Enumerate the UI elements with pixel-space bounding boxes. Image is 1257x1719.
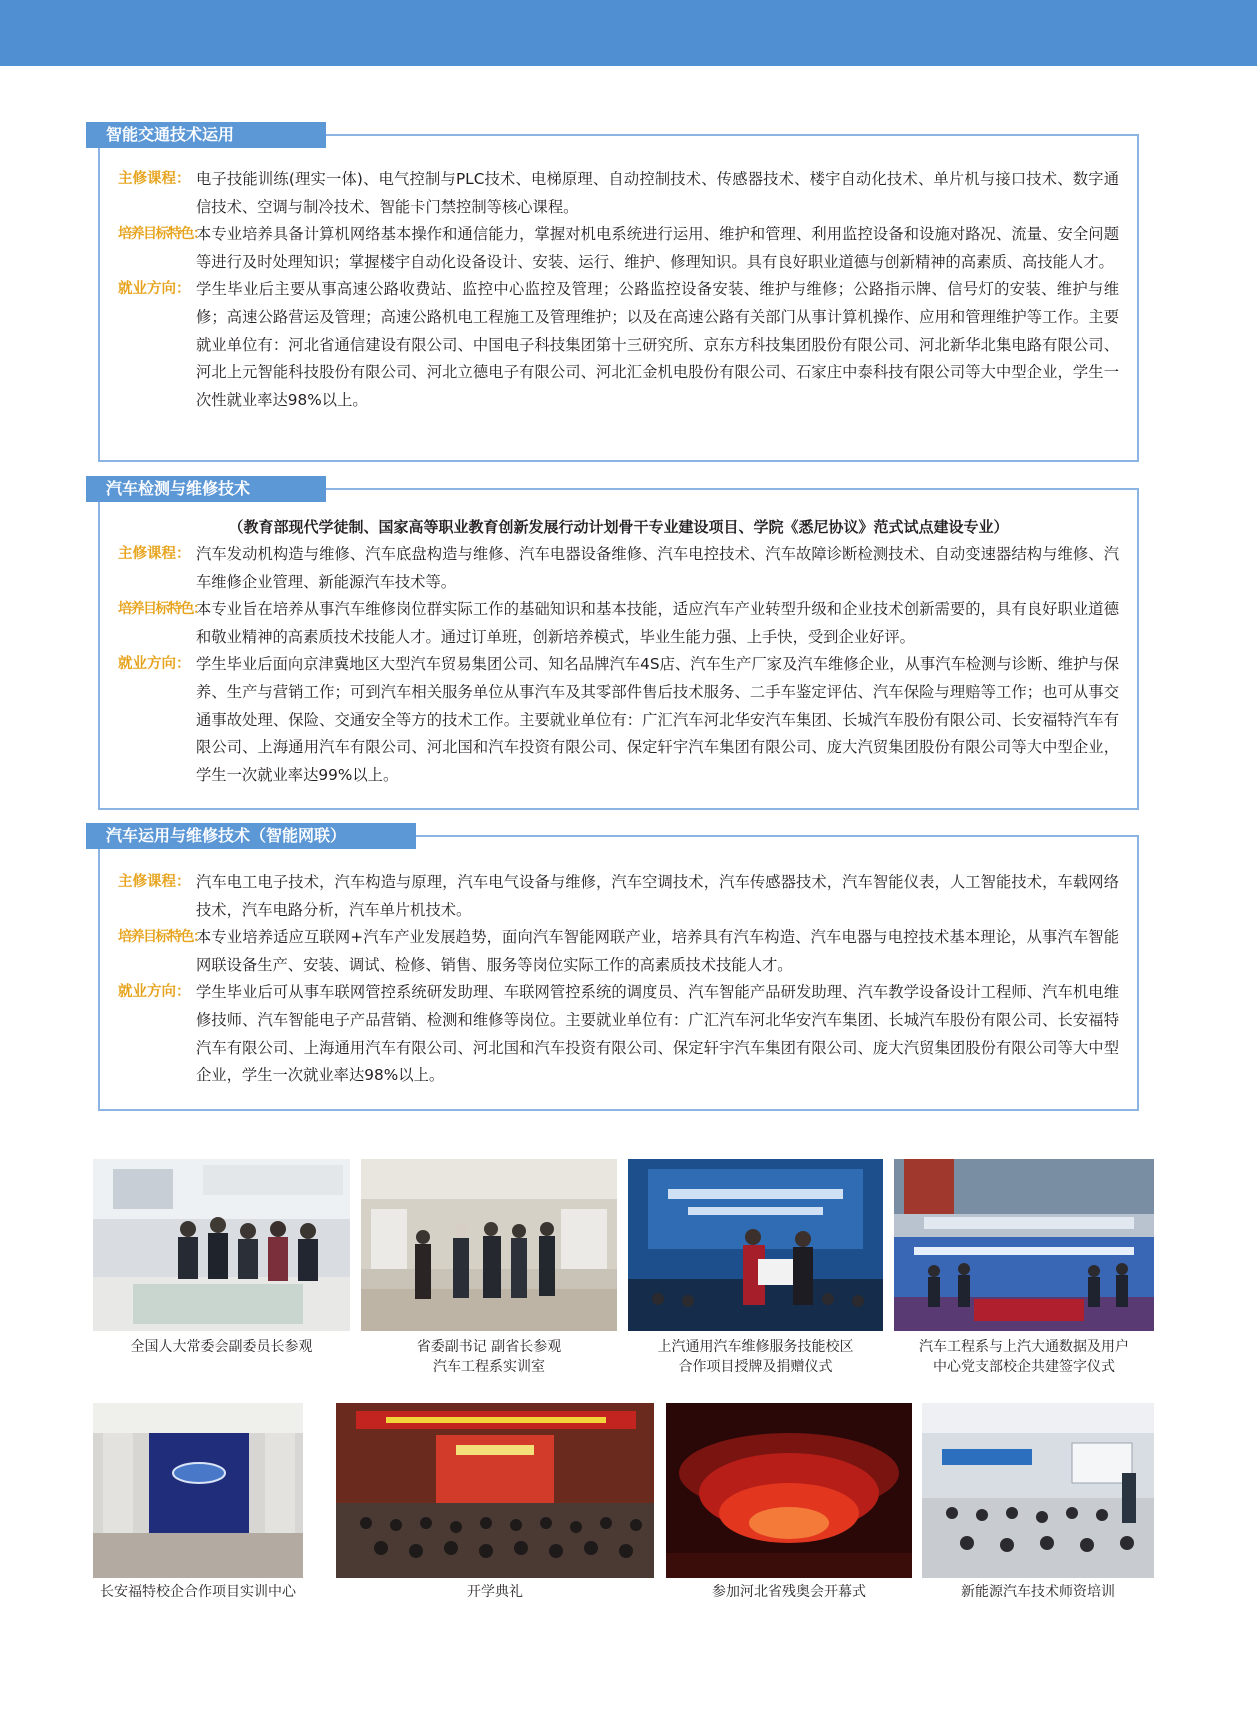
entry-label: 培养目标特色： — [118, 929, 206, 946]
entry-text: 汽车电工电子技术，汽车构造与原理，汽车电气设备与维修，汽车空调技术，汽车传感器技术，汽车智能仪表，人工智能技术，车载网络技术，汽车电路分析，汽车单片机技术。 — [196, 873, 1119, 919]
entry-text: 学生毕业后主要从事高速公路收费站、监控中心监控及管理；公路监控设备安装、维护与维修；公路指示牌、信号灯的安装、维护与维修；高速公路营运及管理；高速公路机电工程施工及管理维护；以及在高速公路有关部门从事计算机操作、应用和管理维护等工作。主要就业单位有：河北省通信建设有限公司、中国电子科技集团第十三研究所、京东方科技集团股份有限公司、河北新华北集电路有限公司、河北上元智能科技股份有限公司、河北立德电子有限公司、河北汇金机电股份有限公司、石家庄中泰科技有限公司等大中型企业，学生一次性就业率达98%以上。 — [196, 280, 1119, 409]
section-auto-intelligent — [98, 826, 1139, 1111]
entry-label: 就业方向： — [118, 281, 191, 298]
entry-text: 汽车发动机构造与维修、汽车底盘构造与维修、汽车电器设备维修、汽车电控技术、汽车故障诊断检测技术、自动变速器结构与维修、汽车维修企业管理、新能源汽车技术等。 — [196, 545, 1119, 591]
entry-courses — [118, 869, 1119, 924]
entry-label: 培养目标特色： — [118, 226, 206, 243]
entry-label: 主修课程： — [118, 171, 191, 187]
photo-ev-teacher-training — [922, 1403, 1154, 1578]
entry-courses — [118, 166, 1119, 221]
photo-caption: 长安福特校企合作项目实训中心 — [100, 1584, 296, 1600]
photo-caption: 汽车工程系与上汽大通数据及用户 中心党支部校企共建签字仪式 — [919, 1339, 1129, 1375]
top-color-band — [0, 0, 1257, 66]
entry-label: 主修课程： — [118, 546, 191, 562]
entry-text: 本专业培养适应互联网+汽车产业发展趋势，面向汽车智能网联产业，培养具有汽车构造、汽车电器与电控技术基本理论，从事汽车智能网联设备生产、安装、调试、检修、销售、服务等岗位实际工作的高素质技术技能人才。 — [196, 928, 1119, 974]
photo-ford-training-center — [93, 1403, 303, 1578]
photo-paralympics-opening — [666, 1403, 912, 1578]
entry-employment — [118, 651, 1119, 789]
entry-employment — [118, 979, 1119, 1089]
section-title-tab: 智能交通技术运用 — [86, 122, 326, 148]
section-intelligent-traffic — [98, 125, 1139, 462]
section-title-tab: 汽车检测与维修技术 — [86, 476, 326, 502]
photo-deputy-secretary-visit — [361, 1159, 617, 1331]
photo-caption: 开学典礼 — [467, 1584, 523, 1600]
photo-caption: 参加河北省残奥会开幕式 — [712, 1584, 866, 1600]
entry-label: 就业方向： — [118, 656, 191, 673]
entry-text: 学生毕业后面向京津冀地区大型汽车贸易集团公司、知名品牌汽车4S店、汽车生产厂家及汽车维修企业，从事汽车检测与诊断、维护与保养、生产与营销工作；可到汽车相关服务单位从事汽车及其零部件售后技术服务、二手车鉴定评估、汽车保险与理赔等工作；也可从事交通事故处理、保险、交通安全等方的技术工作。主要就业单位有：广汇汽车河北华安汽车集团、长城汽车股份有限公司、长安福特汽车有限公司、上海通用汽车有限公司、河北国和汽车投资有限公司、保定轩宇汽车集团有限公司、庞大汽贸集团股份有限公司等大中型企业，学生一次就业率达99%以上。 — [196, 655, 1119, 784]
section-title-tab: 汽车运用与维修技术（智能网联） — [86, 823, 416, 849]
photo-caption: 省委副书记 副省长参观 汽车工程系实训室 — [416, 1339, 562, 1375]
entry-text: 电子技能训练(理实一体)、电气控制与PLC技术、电梯原理、自动控制技术、传感器技术、楼宇自动化技术、单片机与接口技术、数字通信技术、空调与制冷技术、智能卡门禁控制等核心课程。 — [196, 170, 1119, 216]
entry-text: 本专业培养具备计算机网络基本操作和通信能力，掌握对机电系统进行运用、维护和管理、利用监控设备和设施对路况、流量、安全问题等进行及时处理知识；掌握楼宇自动化设备设计、安装、运行、维护、修理知识。具有良好职业道德与创新精神的高素质、高技能人才。 — [196, 225, 1119, 271]
photo-caption: 新能源汽车技术师资培训 — [961, 1584, 1115, 1600]
section-subtitle: （教育部现代学徒制、国家高等职业教育创新发展行动计划骨干专业建设项目、学院《悉尼协议》范式试点建设专业） — [228, 518, 1009, 536]
photo-caption: 上汽通用汽车维修服务技能校区 合作项目授牌及捐赠仪式 — [657, 1339, 854, 1375]
entry-goals — [118, 924, 1119, 979]
entry-text: 本专业旨在培养从事汽车维修岗位群实际工作的基础知识和基本技能，适应汽车产业转型升级和企业技术创新需要的，具有良好职业道德和敬业精神的高素质技术技能人才。通过订单班，创新培养模式，毕业生能力强、上手快，受到企业好评。 — [196, 600, 1119, 646]
photo-saic-maxus-signing — [894, 1159, 1154, 1331]
entry-text: 学生毕业后可从事车联网管控系统研发助理、车联网管控系统的调度员、汽车智能产品研发助理、汽车教学设备设计工程师、汽车机电维修技师、汽车智能电子产品营销、检测和维修等岗位。主要就业单位有：广汇汽车河北华安汽车集团、长城汽车股份有限公司、长安福特汽车有限公司、上海通用汽车有限公司、河北国和汽车投资有限公司、保定轩宇汽车集团有限公司、庞大汽贸集团股份有限公司等大中型企业，学生一次就业率达98%以上。 — [196, 983, 1119, 1085]
photo-saic-gm-ceremony — [628, 1159, 883, 1331]
entry-goals — [118, 221, 1119, 276]
entry-label: 主修课程： — [118, 874, 191, 890]
entry-label: 培养目标特色： — [118, 601, 206, 618]
entry-label: 就业方向： — [118, 984, 191, 1001]
entry-goals — [118, 596, 1119, 651]
photo-vice-chairman-visit — [93, 1159, 350, 1331]
section-auto-inspection — [98, 479, 1139, 810]
entry-employment — [118, 276, 1119, 414]
entry-courses — [118, 541, 1119, 596]
photo-caption: 全国人大常委会副委员长参观 — [130, 1339, 313, 1355]
photo-opening-ceremony — [336, 1403, 654, 1578]
